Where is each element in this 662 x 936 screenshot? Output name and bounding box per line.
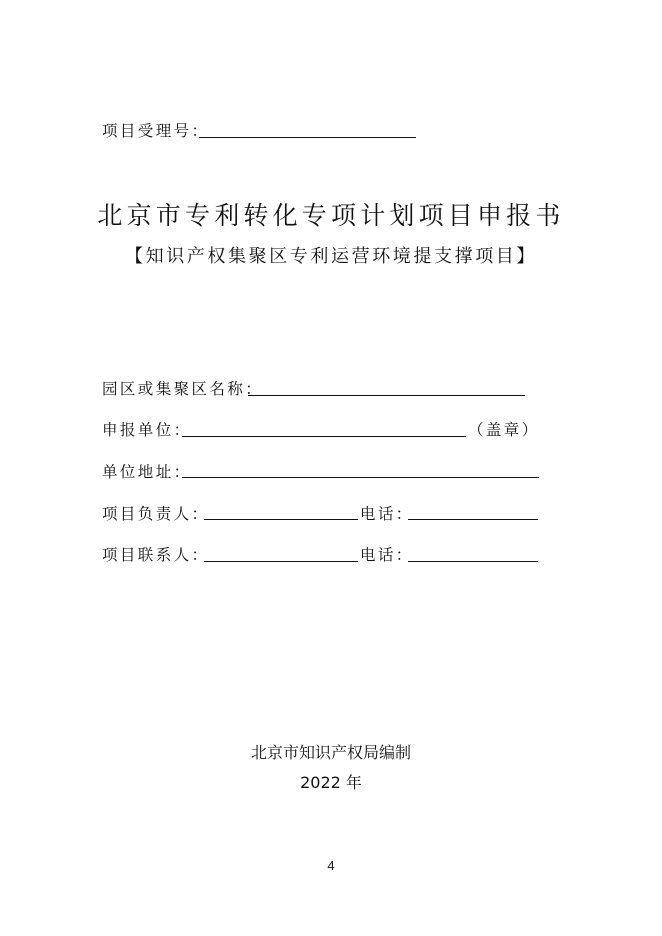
contact-phone-field[interactable] [408,561,538,562]
acceptance-number-field[interactable] [199,137,416,138]
year-line: 2022 年 [300,773,362,792]
document-subtitle: 【知识产权集聚区专利运营环境提支撑项目】 [125,246,537,267]
address-label: 单位地址： [102,463,192,481]
lead-phone-label: 电话： [360,505,414,523]
contact-label: 项目联系人： [102,546,210,564]
contact-phone-label: 电话： [360,546,414,564]
acceptance-number-label: 项目受理号： [102,122,210,140]
park-name-field[interactable] [248,395,525,396]
address-field[interactable] [182,477,539,478]
seal-label: （盖章） [468,421,540,439]
project-lead-label: 项目负责人： [102,505,210,523]
contact-field[interactable] [204,561,358,562]
document-title: 北京市专利转化专项计划项目申报书 [97,201,565,230]
page-number: 4 [327,858,335,873]
applicant-field[interactable] [182,436,466,437]
compiler-line: 北京市知识产权局编制 [250,743,411,762]
applicant-label: 申报单位： [102,421,192,439]
park-name-label: 园区或集聚区名称： [102,380,264,398]
project-lead-field[interactable] [204,519,358,520]
lead-phone-field[interactable] [408,519,538,520]
